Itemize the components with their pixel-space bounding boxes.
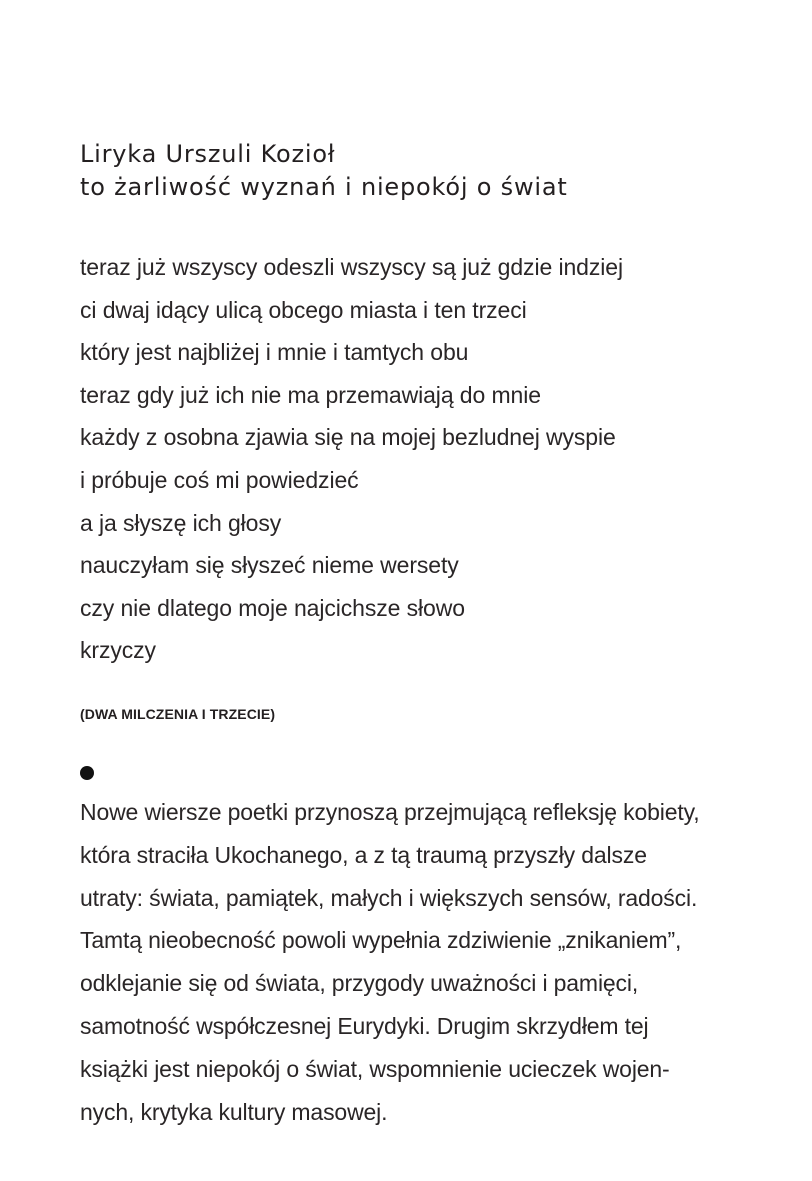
poem-line: który jest najbliżej i mnie i tamtych obu xyxy=(80,339,469,366)
poem-line: nauczyłam się słyszeć nieme wersety xyxy=(80,552,459,579)
poem-line: każdy z osobna zjawia się na mojej bezludnej wyspie xyxy=(80,424,616,451)
poem-line: teraz gdy już ich nie ma przemawiają do mnie xyxy=(80,381,541,408)
book-description xyxy=(80,791,720,1133)
description-line: Nowe wiersze poetki przynoszą przejmującą refleksję kobiety, xyxy=(80,799,700,825)
back-cover xyxy=(80,0,760,1181)
poem-line: krzyczy xyxy=(80,637,156,664)
bullet-dot-icon xyxy=(80,766,94,780)
description-line: nych, krytyka kultury masowej. xyxy=(80,1098,388,1125)
description-line: która straciła Ukochanego, a z tą traumą przyszły dalsze xyxy=(80,841,647,868)
poem-line: czy nie dlatego moje najcichsze słowo xyxy=(80,594,465,621)
description-line: odklejanie się od świata, przygody uważności i pamięci, xyxy=(80,970,639,997)
poem-source-title: (DWA MILCZENIA I TRZECIE) xyxy=(80,706,276,722)
poem-excerpt xyxy=(80,246,623,672)
description-line: książki jest niepokój o świat, wspomnienie ucieczek wojen- xyxy=(80,1055,670,1082)
cover-heading xyxy=(80,138,568,204)
heading-line-2: to żarliwość wyznań i niepokój o świat xyxy=(80,173,568,201)
description-line: utraty: świata, pamiątek, małych i większych sensów, radości. xyxy=(80,884,698,911)
poem-line: a ja słyszę ich głosy xyxy=(80,509,282,536)
description-line: Tamtą nieobecność powoli wypełnia zdziwienie „znikaniem”, xyxy=(80,927,682,954)
poem-line: i próbuje coś mi powiedzieć xyxy=(80,466,359,493)
description-line: samotność współczesnej Eurydyki. Drugim skrzydłem tej xyxy=(80,1012,649,1039)
heading-line-1: Liryka Urszuli Kozioł xyxy=(80,140,336,168)
poem-line: teraz już wszyscy odeszli wszyscy są już gdzie indziej xyxy=(80,254,623,280)
poem-line: ci dwaj idący ulicą obcego miasta i ten trzeci xyxy=(80,296,527,323)
